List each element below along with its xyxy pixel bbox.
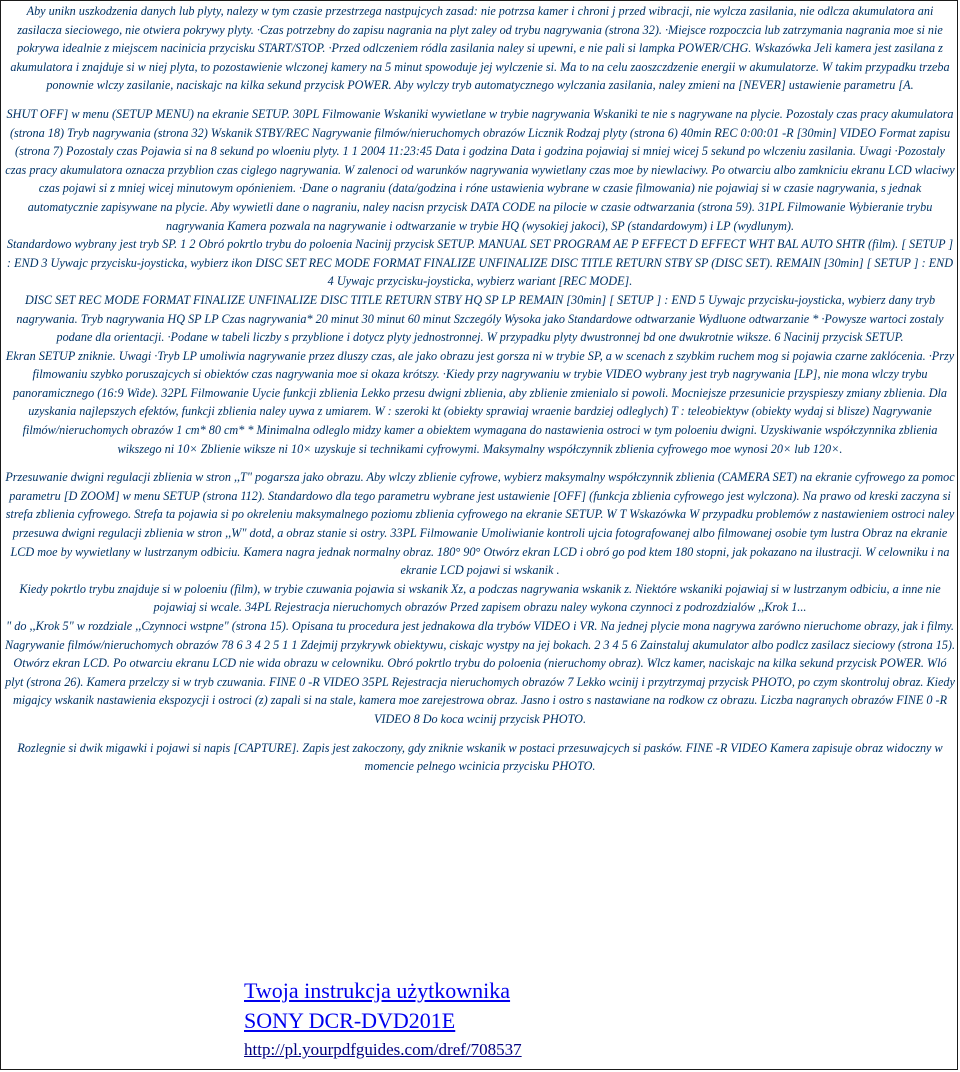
product-link[interactable]: SONY DCR-DVD201E: [244, 1008, 456, 1033]
paragraph: Ekran SETUP zniknie. Uwagi ·Tryb LP umoliwia nagrywanie przez dluszy czas, ale jako obrazu jest gorsza ni w trybie SP, a w scenach z szybkim ruchem mog si pojawia czarne zaklócenia. ·Przy filmowaniu szybko poruszajcych si obiektów czas nagrywania moe si okaza krótszy. ·Kiedy przy nagrywaniu w trybie VIDEO wybrany jest tryb nagrywania [LP], nie mona wlczy trybu panoramicznego (16:9 Wide). 32PL Filmowanie Uycie funkcji zblienia Lekko przesu dwigni zblienia, aby zblienie zmienialo si powoli. Mocniejsze przesunicie przyspieszy zmiany zblienia. Dla uzyskania najlepszych efektów, funkcji zblienia naley uywa z umiarem. W : szeroki kt (obiekty sprawiaj wraenie bardziej odleglych) T : teleobiektyw (obiekty wydaj si blisze) Nagrywanie filmów/nieruchomych obrazów 1 cm* 80 cm* * Minimalna odleglo midzy kamer a obiektem wymagana do nastawienia ostroci w tym poloeniu dwigni. Uzyskiwanie współczynnika zblienia wikszego ni 10× Zblienie wiksze ni 10× uzyskuje si technikami cyfrowymi. Maksymalny współczynnik zblienia cyfrowego moe wynosi 20× lub 120×.: [5, 348, 955, 456]
document-body: [4, 2, 956, 776]
paragraph: Otwórz ekran LCD. Po otwarciu ekranu LCD nie wida obrazu w celowniku. Obró pokrtlo trybu do poloenia (nieruchomy obraz). Wlcz kamer, naciskajc na kilka sekund przycisk POWER. Wló plyt (strona 26). Kamera przelczy si w tryb czuwania. FINE 0 -R VIDEO 35PL Rejestracja nieruchomych obrazów 7 Lekko wcinij i przytrzymaj przycisk PHOTO, po czym skontroluj obraz. Kiedy migajcy wskanik nastawienia ekspozycji i ostroci (z) zapali si na stale, kamera moe zarejestrowa obraz. Jasno i ostro s nastawiane na rodkow cz obrazu. Liczba nagranych obrazów FINE 0 -R VIDEO 8 Do koca wcinij przycisk PHOTO.: [5, 656, 955, 726]
paragraph: Rozlegnie si dwik migawki i pojawi si napis [CAPTURE]. Zapis jest zakoczony, gdy zniknie wskanik w postaci przesuwajcych si pasków. FINE -R VIDEO Kamera zapisuje obraz widoczny w momencie pelnego wcinicia przycisku PHOTO.: [17, 740, 943, 774]
footer-links: [244, 976, 522, 1062]
paragraph: SHUT OFF] w menu (SETUP MENU) na ekranie SETUP. 30PL Filmowanie Wskaniki wywietlane w trybie nagrywania Wskaniki te nie s nagrywane na plycie. Pozostaly czas pracy akumulatora (strona 18) Tryb nagrywania (strona 32) Wskanik STBY/REC Nagrywanie filmów/nieruchomych obrazów Licznik Rodzaj plyty (strona 6) 40min REC 0:00:01 -R [30min] VIDEO Format zapisu (strona 7) Pozostaly czas Pojawia si na 8 sekund po wloeniu plyty. 1 1 2004 11:23:45 Data i godzina Data i godzina pojawiaj si mniej wicej 5 sekund po wlczeniu zasilania. Uwagi ·Pozostaly czas pracy akumulatora oznacza przyblion czas ciglego nagrywania. W zalenoci od warunków nagrywania wywietlany czas moe by niewlaciwy. Po otwarciu albo zamkniciu ekranu LCD wlaciwy czas pojawi si z mniej wicej minutowym opónieniem. ·Dane o nagraniu (data/godzina i róne ustawienia wybrane w czasie filmowania) nie pojawiaj si w czasie nagrywania, s jednak automatycznie zapisywane na plycie. Aby wywietli dane o nagraniu, naley nacisn przycisk DATA CODE na pilocie w czasie odtwarzania (strona 59). 31PL Filmowanie Wybieranie trybu nagrywania Kamera pozwala na nagrywanie i odtwarzanie w trybie HQ (wysokiej jakoci), SP (standardowym) i LP (wydlunym).: [5, 106, 955, 233]
paragraph: " do ,,Krok 5" w rozdziale ,,Czynnoci wstpne" (strona 15). Opisana tu procedura jest jednakowa dla trybów VIDEO i VR. Na jednej plycie mona nagrywa zarówno nieruchome obrazy, jak i filmy. Nagrywanie filmów/nieruchomych obrazów 78 6 3 4 2 5 1 1 Zdejmij przykrywk obiektywu, ciskajc wystpy na jej bokach. 2 3 4 5 6 Zainstaluj akumulator albo podlcz zasilacz sieciowy (strona 15).: [4, 619, 956, 652]
paragraph: Aby unikn uszkodzenia danych lub plyty, nalezy w tym czasie przestrzega nastpujcych zasad: nie potrzsa kamer i chroni j przed wibracji, nie wylcza zasilania, nie odlcza akumulatora ani zasilacza sieciowego, nie otwiera pokrywy plyty. ·Czas potrzebny do zapisu nagrania na plyt zaley od trybu nagrywania (strona 32). ·Miejsce rozpoczcia lub zatrzymania nagrania moe si nie pokrywa idealnie z miejscem nacinicia przycisku START/STOP. ·Przed odlczeniem ródla zasilania naley si upewni, e nie pali si lampka POWER/CHG. Wskazówka Jeli kamera jest zasilana z akumulatora i znajduje si w niej plyta, to pozostawienie wlczonej kamery na 5 minut spowoduje jej wylczenie si. Ma to na celu zaoszczdzenie energii w akumulatorze. W takim przypadku trzeba ponownie wlczy zasilanie, naciskajc na kilka sekund przycisk POWER. Aby wylczy tryb automatycznego wylczania zasilania, naley zmieni na [NEVER] ustawienie parametru [A.: [10, 4, 950, 93]
paragraph: DISC SET REC MODE FORMAT FINALIZE UNFINALIZE DISC TITLE RETURN STBY HQ SP LP REMAIN [30min] [ SETUP ] : END 5 Uywajc przycisku-joysticka, wybierz dany tryb nagrywania. Tryb nagrywania HQ SP LP Czas nagrywania* 20 minut 30 minut 60 minut Szczególy Wysoka jako Standardowe odtwarzanie Wydluone odtwarzanie * ·Powysze wartoci zostaly podane dla orientacji. ·Podane w tabeli liczby s przyblione i dotycz plyty jednostronnej. W przypadku plyty dwustronnej bd one dwukrotnie wiksze. 6 Nacinij przycisk SETUP.: [16, 292, 944, 345]
url-link[interactable]: http://pl.yourpdfguides.com/dref/708537: [244, 1040, 522, 1059]
paragraph: Kiedy pokrtlo trybu znajduje si w poloeniu (film), w trybie czuwania pojawia si wskanik Xz, a podczas nagrywania wskanik z. Niektóre wskaniki pojawiaj si w lustrzanym odbiciu, a inne nie pojawiaj si wcale. 34PL Rejestracja nieruchomych obrazów Przed zapisem obrazu naley wykona czynnoci z podrozdzialów ,,Krok 1...: [19, 581, 941, 615]
paragraph: Standardowo wybrany jest tryb SP. 1 2 Obró pokrtlo trybu do poloenia Nacinij przycisk SETUP. MANUAL SET PROGRAM AE P EFFECT D EFFECT WHT BAL AUTO SHTR (film). [ SETUP ] : END 3 Uywajc przycisku-joysticka, wybierz ikon DISC SET REC MODE FORMAT FINALIZE UNFINALIZE DISC TITLE RETURN STBY SP (DISC SET). REMAIN [30min] [ SETUP ] : END 4 Uywajc przycisku-joysticka, wybierz wariant [REC MODE].: [6, 237, 954, 289]
paragraph-gap: [4, 95, 956, 105]
paragraph-gap: [4, 729, 956, 739]
manual-link[interactable]: Twoja instrukcja użytkownika: [244, 978, 511, 1003]
paragraph-gap: [4, 458, 956, 468]
paragraph: Przesuwanie dwigni regulacji zblienia w stron ,,T" pogarsza jako obrazu. Aby wlczy zblienie cyfrowe, wybierz maksymalny współczynnik zblienia (CAMERA SET) na ekranie cyfrowego za pomoc parametru [D ZOOM] w menu SETUP (strona 112). Standardowo dla tego parametru wybrane jest ustawienie [OFF] (funkcja zblienia cyfrowego jest wylczona). Na prawo od kreski zaczyna si strefa zblienia cyfrowego. Strefa ta pojawia si po okreleniu maksymalnego poziomu zblienia cyfrowego na ekranie SETUP. W T Wskazówka W przypadku problemów z nastawieniem ostroci naley przesuwa dwigni regulacji zblienia w stron ,,W" dotd, a obraz stanie si ostry. 33PL Filmowanie Umoliwianie kontroli ujcia fotografowanej albo filmowanej osobie tym lustra Obraz na ekranie LCD moe by wywietlany w lustrzanym odbiciu. Kamera nagra jednak normalny obraz. 180° 90° Otwórz ekran LCD i obró go pod ktem 180 stopni, jak pokazano na ilustracji. W celowniku i na ekranie LCD pojawi si wskanik .: [5, 470, 955, 578]
